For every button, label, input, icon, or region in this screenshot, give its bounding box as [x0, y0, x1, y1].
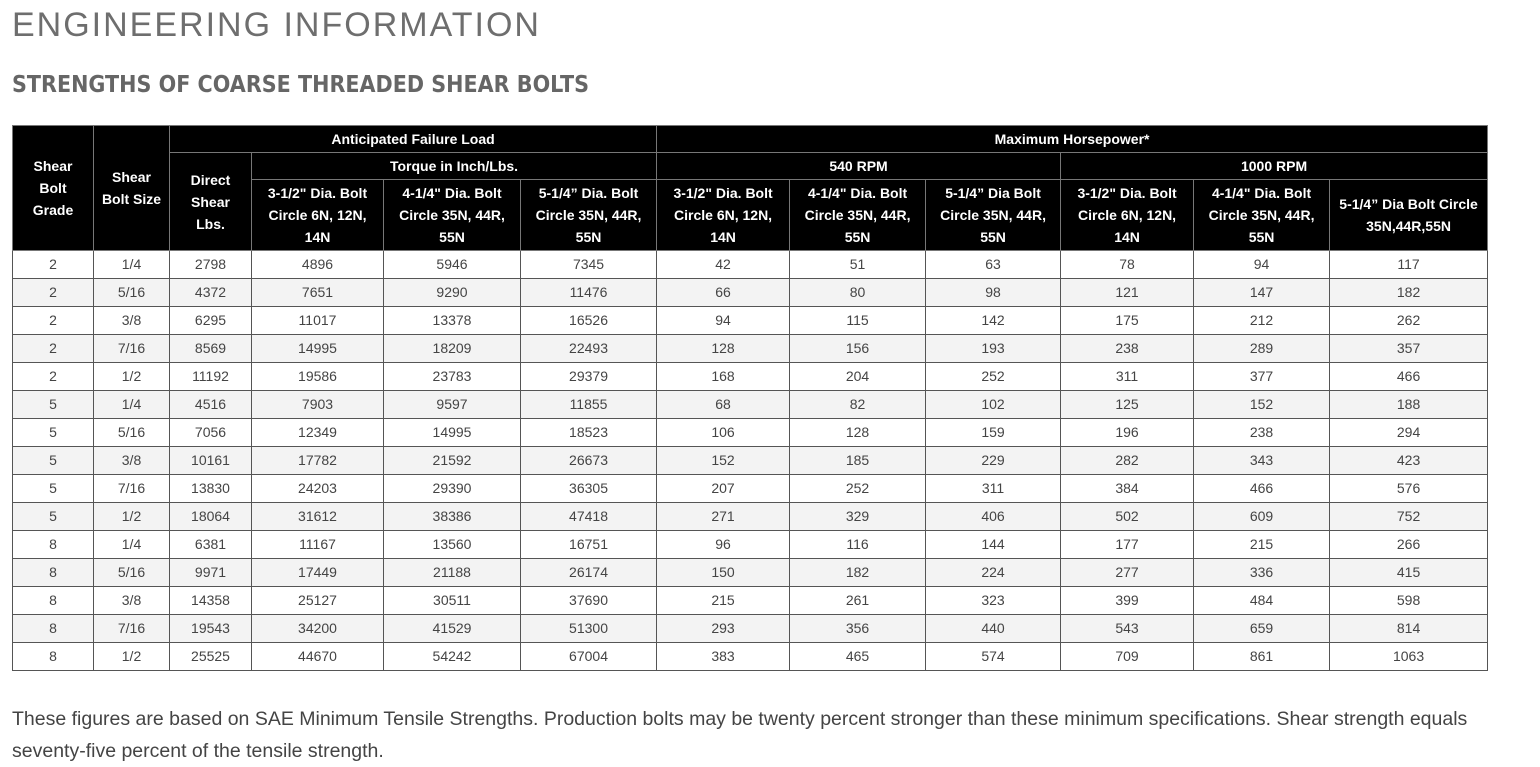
table-cell: 294 — [1330, 419, 1488, 447]
table-cell: 26174 — [521, 559, 657, 587]
table-cell: 11167 — [252, 531, 384, 559]
table-cell: 9290 — [384, 279, 521, 307]
table-cell: 17782 — [252, 447, 384, 475]
table-cell: 2 — [13, 335, 94, 363]
table-cell: 1/4 — [94, 391, 170, 419]
table-cell: 252 — [926, 363, 1061, 391]
shear-bolt-strength-table — [12, 125, 1488, 671]
table-cell: 215 — [1194, 531, 1330, 559]
table-cell: 5/16 — [94, 559, 170, 587]
header-grade: Shear Bolt Grade — [13, 126, 94, 251]
table-cell: 1/4 — [94, 531, 170, 559]
table-cell: 277 — [1061, 559, 1194, 587]
table-cell: 9971 — [170, 559, 252, 587]
header-torque-col-2: 4-1/4" Dia. Bolt Circle 35N, 44R, 55N — [384, 180, 521, 251]
table-cell: 465 — [790, 643, 926, 671]
table-row — [13, 615, 1488, 643]
table-cell: 7/16 — [94, 335, 170, 363]
table-cell: 38386 — [384, 503, 521, 531]
header-1000-col-1: 3-1/2" Dia. Bolt Circle 6N, 12N, 14N — [1061, 180, 1194, 251]
table-cell: 142 — [926, 307, 1061, 335]
table-cell: 156 — [790, 335, 926, 363]
table-cell: 377 — [1194, 363, 1330, 391]
table-row — [13, 279, 1488, 307]
table-row — [13, 391, 1488, 419]
header-540-rpm: 540 RPM — [657, 153, 1061, 180]
table-cell: 14358 — [170, 587, 252, 615]
table-cell: 2 — [13, 363, 94, 391]
table-cell: 188 — [1330, 391, 1488, 419]
table-cell: 116 — [790, 531, 926, 559]
table-cell: 7056 — [170, 419, 252, 447]
table-cell: 117 — [1330, 251, 1488, 279]
table-cell: 26673 — [521, 447, 657, 475]
table-cell: 5 — [13, 503, 94, 531]
table-row — [13, 419, 1488, 447]
table-cell: 252 — [790, 475, 926, 503]
table-cell: 289 — [1194, 335, 1330, 363]
header-540-col-1: 3-1/2" Dia. Bolt Circle 6N, 12N, 14N — [657, 180, 790, 251]
table-cell: 8 — [13, 587, 94, 615]
table-cell: 356 — [790, 615, 926, 643]
table-cell: 23783 — [384, 363, 521, 391]
table-cell: 18523 — [521, 419, 657, 447]
table-cell: 102 — [926, 391, 1061, 419]
table-cell: 175 — [1061, 307, 1194, 335]
section-title: STRENGTHS OF COARSE THREADED SHEAR BOLTS — [12, 72, 589, 98]
table-cell: 861 — [1194, 643, 1330, 671]
table-cell: 51 — [790, 251, 926, 279]
table-cell: 16526 — [521, 307, 657, 335]
table-cell: 22493 — [521, 335, 657, 363]
table-cell: 19586 — [252, 363, 384, 391]
table-body — [13, 251, 1488, 671]
table-cell: 709 — [1061, 643, 1194, 671]
table-cell: 5 — [13, 391, 94, 419]
table-cell: 147 — [1194, 279, 1330, 307]
table-cell: 293 — [657, 615, 790, 643]
table-cell: 238 — [1194, 419, 1330, 447]
table-cell: 1/2 — [94, 363, 170, 391]
table-cell: 13830 — [170, 475, 252, 503]
table-cell: 4896 — [252, 251, 384, 279]
table-cell: 8 — [13, 531, 94, 559]
table-cell: 41529 — [384, 615, 521, 643]
table-cell: 150 — [657, 559, 790, 587]
table-cell: 121 — [1061, 279, 1194, 307]
table-cell: 19543 — [170, 615, 252, 643]
table-cell: 215 — [657, 587, 790, 615]
table-cell: 144 — [926, 531, 1061, 559]
table-cell: 67004 — [521, 643, 657, 671]
table-cell: 63 — [926, 251, 1061, 279]
table-cell: 204 — [790, 363, 926, 391]
table-cell: 18064 — [170, 503, 252, 531]
table-cell: 4516 — [170, 391, 252, 419]
table-cell: 576 — [1330, 475, 1488, 503]
table-cell: 2 — [13, 279, 94, 307]
table-cell: 96 — [657, 531, 790, 559]
table-cell: 177 — [1061, 531, 1194, 559]
table-cell: 182 — [790, 559, 926, 587]
table-cell: 5 — [13, 447, 94, 475]
table-cell: 36305 — [521, 475, 657, 503]
table-cell: 609 — [1194, 503, 1330, 531]
header-max-horsepower: Maximum Horsepower* — [657, 126, 1488, 153]
table-cell: 21188 — [384, 559, 521, 587]
table-cell: 13378 — [384, 307, 521, 335]
table-row — [13, 643, 1488, 671]
page-title: ENGINEERING INFORMATION — [12, 6, 541, 44]
header-row-1 — [13, 126, 1488, 153]
table-cell: 44670 — [252, 643, 384, 671]
table-cell: 399 — [1061, 587, 1194, 615]
table-cell: 1/4 — [94, 251, 170, 279]
table-cell: 440 — [926, 615, 1061, 643]
table-cell: 7/16 — [94, 615, 170, 643]
table-cell: 42 — [657, 251, 790, 279]
header-1000-rpm: 1000 RPM — [1061, 153, 1488, 180]
table-cell: 11017 — [252, 307, 384, 335]
table-cell: 261 — [790, 587, 926, 615]
table-cell: 25525 — [170, 643, 252, 671]
table-cell: 78 — [1061, 251, 1194, 279]
table-cell: 659 — [1194, 615, 1330, 643]
table-cell: 5/16 — [94, 419, 170, 447]
table-cell: 80 — [790, 279, 926, 307]
table-row — [13, 447, 1488, 475]
table-cell: 11855 — [521, 391, 657, 419]
table-cell: 502 — [1061, 503, 1194, 531]
table-cell: 262 — [1330, 307, 1488, 335]
table-cell: 152 — [1194, 391, 1330, 419]
table-cell: 6381 — [170, 531, 252, 559]
header-1000-col-2: 4-1/4" Dia. Bolt Circle 35N, 44R, 55N — [1194, 180, 1330, 251]
table-cell: 3/8 — [94, 307, 170, 335]
table-row — [13, 531, 1488, 559]
table-cell: 47418 — [521, 503, 657, 531]
table-cell: 9597 — [384, 391, 521, 419]
table-cell: 5 — [13, 475, 94, 503]
table-cell: 115 — [790, 307, 926, 335]
table-cell: 54242 — [384, 643, 521, 671]
table-cell: 8 — [13, 559, 94, 587]
table-cell: 7651 — [252, 279, 384, 307]
table-cell: 406 — [926, 503, 1061, 531]
table-cell: 8569 — [170, 335, 252, 363]
header-torque-col-3: 5-1/4” Dia. Bolt Circle 35N, 44R, 55N — [521, 180, 657, 251]
table-cell: 94 — [1194, 251, 1330, 279]
table-cell: 159 — [926, 419, 1061, 447]
table-cell: 21592 — [384, 447, 521, 475]
table-cell: 24203 — [252, 475, 384, 503]
table-row — [13, 587, 1488, 615]
table-cell: 336 — [1194, 559, 1330, 587]
table-cell: 752 — [1330, 503, 1488, 531]
table-cell: 11476 — [521, 279, 657, 307]
table-cell: 196 — [1061, 419, 1194, 447]
table-row — [13, 335, 1488, 363]
table-cell: 229 — [926, 447, 1061, 475]
table-cell: 16751 — [521, 531, 657, 559]
table-cell: 543 — [1061, 615, 1194, 643]
table-cell: 14995 — [384, 419, 521, 447]
table-cell: 152 — [657, 447, 790, 475]
table-cell: 7903 — [252, 391, 384, 419]
table-cell: 207 — [657, 475, 790, 503]
table-cell: 4372 — [170, 279, 252, 307]
table-cell: 3/8 — [94, 587, 170, 615]
table-cell: 1063 — [1330, 643, 1488, 671]
table-cell: 14995 — [252, 335, 384, 363]
table-cell: 18209 — [384, 335, 521, 363]
table-row — [13, 475, 1488, 503]
table-cell: 1/2 — [94, 643, 170, 671]
table-cell: 814 — [1330, 615, 1488, 643]
header-torque-col-1: 3-1/2" Dia. Bolt Circle 6N, 12N, 14N — [252, 180, 384, 251]
table-cell: 5946 — [384, 251, 521, 279]
table-cell: 185 — [790, 447, 926, 475]
table-row — [13, 503, 1488, 531]
table-cell: 7345 — [521, 251, 657, 279]
table-cell: 182 — [1330, 279, 1488, 307]
table-cell: 29390 — [384, 475, 521, 503]
table-cell: 11192 — [170, 363, 252, 391]
table-cell: 25127 — [252, 587, 384, 615]
table-cell: 7/16 — [94, 475, 170, 503]
table-cell: 271 — [657, 503, 790, 531]
header-torque: Torque in Inch/Lbs. — [252, 153, 657, 180]
table-cell: 66 — [657, 279, 790, 307]
table-cell: 2 — [13, 251, 94, 279]
table-cell: 17449 — [252, 559, 384, 587]
header-failure-load: Anticipated Failure Load — [170, 126, 657, 153]
table-cell: 415 — [1330, 559, 1488, 587]
table-cell: 383 — [657, 643, 790, 671]
table-row — [13, 559, 1488, 587]
table-cell: 30511 — [384, 587, 521, 615]
table-cell: 106 — [657, 419, 790, 447]
table-cell: 125 — [1061, 391, 1194, 419]
table-cell: 82 — [790, 391, 926, 419]
table-cell: 266 — [1330, 531, 1488, 559]
table-cell: 311 — [926, 475, 1061, 503]
table-cell: 5/16 — [94, 279, 170, 307]
table-cell: 29379 — [521, 363, 657, 391]
table-cell: 12349 — [252, 419, 384, 447]
table-cell: 2 — [13, 307, 94, 335]
table-cell: 2798 — [170, 251, 252, 279]
table-cell: 94 — [657, 307, 790, 335]
table-cell: 311 — [1061, 363, 1194, 391]
table-cell: 37690 — [521, 587, 657, 615]
table-cell: 598 — [1330, 587, 1488, 615]
table-cell: 13560 — [384, 531, 521, 559]
table-cell: 51300 — [521, 615, 657, 643]
header-540-col-3: 5-1/4” Dia Bolt Circle 35N, 44R, 55N — [926, 180, 1061, 251]
table-cell: 193 — [926, 335, 1061, 363]
table-cell: 5 — [13, 419, 94, 447]
table-cell: 484 — [1194, 587, 1330, 615]
table-cell: 3/8 — [94, 447, 170, 475]
table-cell: 323 — [926, 587, 1061, 615]
table-cell: 1/2 — [94, 503, 170, 531]
table-cell: 168 — [657, 363, 790, 391]
table-cell: 212 — [1194, 307, 1330, 335]
table-cell: 224 — [926, 559, 1061, 587]
header-1000-col-3: 5-1/4” Dia Bolt Circle 35N,44R,55N — [1330, 180, 1488, 251]
table-row — [13, 363, 1488, 391]
table-cell: 423 — [1330, 447, 1488, 475]
table-cell: 466 — [1330, 363, 1488, 391]
table-row — [13, 307, 1488, 335]
header-row-2 — [13, 153, 1488, 180]
table-cell: 128 — [657, 335, 790, 363]
header-size: Shear Bolt Size — [94, 126, 170, 251]
table-cell: 98 — [926, 279, 1061, 307]
table-header — [13, 126, 1488, 251]
table-cell: 8 — [13, 615, 94, 643]
table-cell: 31612 — [252, 503, 384, 531]
header-540-col-2: 4-1/4" Dia. Bolt Circle 35N, 44R, 55N — [790, 180, 926, 251]
footnote: These figures are based on SAE Minimum Tensile Strengths. Production bolts may be twenty percent stronger than these minimum specifications. Shear strength equals seventy-five percent of the tensile strength. — [12, 708, 1468, 762]
table-row — [13, 251, 1488, 279]
table-cell: 68 — [657, 391, 790, 419]
table-cell: 282 — [1061, 447, 1194, 475]
table-cell: 357 — [1330, 335, 1488, 363]
table-cell: 343 — [1194, 447, 1330, 475]
table-cell: 128 — [790, 419, 926, 447]
table-cell: 34200 — [252, 615, 384, 643]
table-cell: 384 — [1061, 475, 1194, 503]
table-cell: 8 — [13, 643, 94, 671]
table-cell: 329 — [790, 503, 926, 531]
header-direct-shear: Direct Shear Lbs. — [170, 153, 252, 251]
table-cell: 466 — [1194, 475, 1330, 503]
table-cell: 10161 — [170, 447, 252, 475]
table-cell: 574 — [926, 643, 1061, 671]
table-cell: 238 — [1061, 335, 1194, 363]
table-cell: 6295 — [170, 307, 252, 335]
